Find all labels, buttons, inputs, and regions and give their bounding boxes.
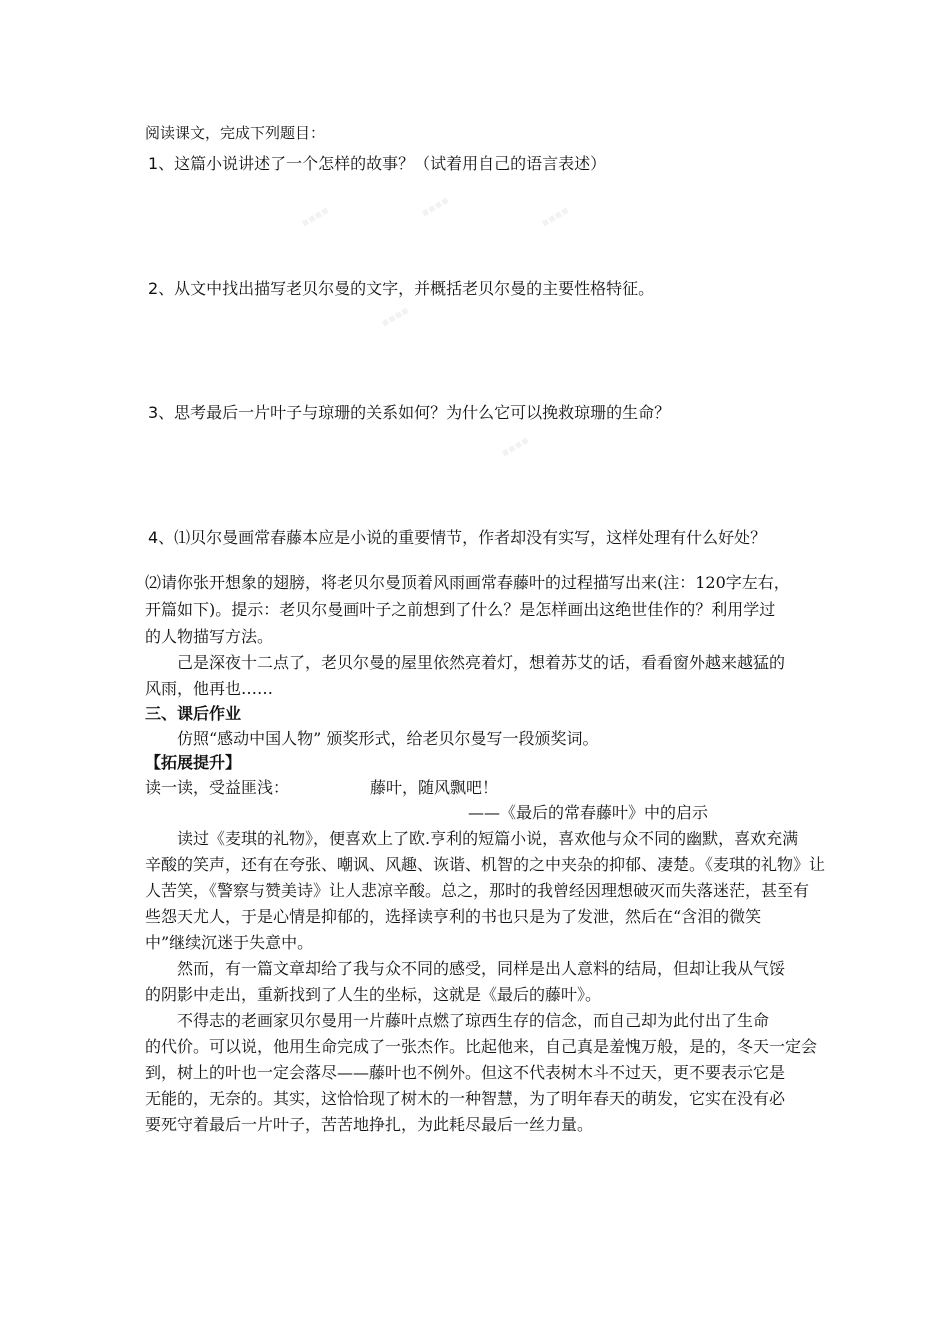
opening-line: 风雨，他再也…… bbox=[145, 679, 274, 698]
article-line: 要死守着最后一片叶子，苦苦地挣扎，为此耗尽最后一丝力量。 bbox=[145, 1115, 594, 1134]
homework-task: 仿照“感动中国人物” 颁奖形式，给老贝尔曼写一段颁奖词。 bbox=[177, 729, 599, 748]
article-line: 到，树上的叶也一定会落尽——藤叶也不例外。但这不代表树木斗不过天，更不要表示它是 bbox=[145, 1063, 786, 1082]
question-4: 4、⑴贝尔曼画常春藤本应是小说的重要情节，作者却没有实写，这样处理有什么好处？ bbox=[148, 528, 767, 547]
article-line: 人苦笑，《警察与赞美诗》让人悲凉辛酸。总之，那时的我曾经因理想破灭而失落迷茫，甚至有 bbox=[145, 881, 810, 900]
section-3-heading: 三、课后作业 bbox=[145, 704, 242, 723]
question-1: 1、这篇小说讲述了一个怎样的故事？（试着用自己的语言表述） bbox=[148, 154, 607, 173]
article-line: 读过《麦琪的礼物》，便喜欢上了欧.亨利的短篇小说，喜欢他与众不同的幽默，喜欢充满 bbox=[177, 829, 799, 848]
watermark: ▪▪▪▪ bbox=[298, 203, 332, 230]
extension-heading: 【拓展提升】 bbox=[145, 753, 242, 772]
q4-part2-line: 开篇如下)。提示：老贝尔曼画叶子之前想到了什么？是怎样画出这绝世佳作的？利用学过 bbox=[145, 600, 776, 619]
q4-part2-line: 的人物描写方法。 bbox=[145, 627, 274, 646]
extension-label: 读一读，受益匪浅： bbox=[145, 778, 290, 797]
watermark: ▪▪▪▪ bbox=[538, 203, 572, 230]
intro-text: 阅读课文，完成下列题目： bbox=[145, 124, 326, 142]
article-line: 的阴影中走出，重新找到了人生的坐标，这就是《最后的藤叶》。 bbox=[145, 985, 602, 1004]
article-line: 然而，有一篇文章却给了我与众不同的感受，同样是出人意料的结局，但却让我从气馁 bbox=[177, 959, 786, 978]
watermark: ▪▪▪▪ bbox=[378, 303, 412, 330]
question-2: 2、从文中找出描写老贝尔曼的文字，并概括老贝尔曼的主要性格特征。 bbox=[148, 279, 655, 298]
opening-line: 己是深夜十二点了，老贝尔曼的屋里依然亮着灯，想着苏艾的话，看看窗外越来越猛的 bbox=[177, 653, 786, 672]
article-line: 的代价。可以说，他用生命完成了一张杰作。比起他来，自己真是羞愧万般，是的，冬天一定会 bbox=[145, 1037, 818, 1056]
article-line: 辛酸的笑声，还有在夸张、嘲讽、风趣、诙谐、机智的之中夹杂的抑郁、凄楚。《麦琪的礼物》让 bbox=[145, 855, 826, 874]
article-title: 藤叶，随风飘吧！ bbox=[370, 778, 499, 797]
q4-part2-line: ⑵请你张开想象的翅膀，将老贝尔曼顶着风雨画常春藤叶的过程描写出来(注：120字左右， bbox=[145, 573, 790, 592]
article-line: 中”继续沉迷于失意中。 bbox=[145, 933, 314, 952]
article-line: 无能的，无奈的。其实，这恰恰现了树木的一种智慧，为了明年春天的萌发，它实在没有必 bbox=[145, 1089, 786, 1108]
watermark: ▪▪▪▪ bbox=[418, 193, 452, 220]
article-line: 不得志的老画家贝尔曼用一片藤叶点燃了琼西生存的信念，而自己却为此付出了生命 bbox=[177, 1011, 770, 1030]
article-line: 些怨天尤人，于是心情是抑郁的，选择读亨利的书也只是为了发泄，然后在“含泪的微笑 bbox=[145, 907, 762, 926]
article-subtitle: ——《最后的常春藤叶》中的启示 bbox=[468, 803, 709, 822]
watermark: ▪▪▪▪ bbox=[498, 433, 532, 460]
question-3: 3、思考最后一片叶子与琼珊的关系如何？为什么它可以挽救琼珊的生命？ bbox=[148, 403, 671, 422]
